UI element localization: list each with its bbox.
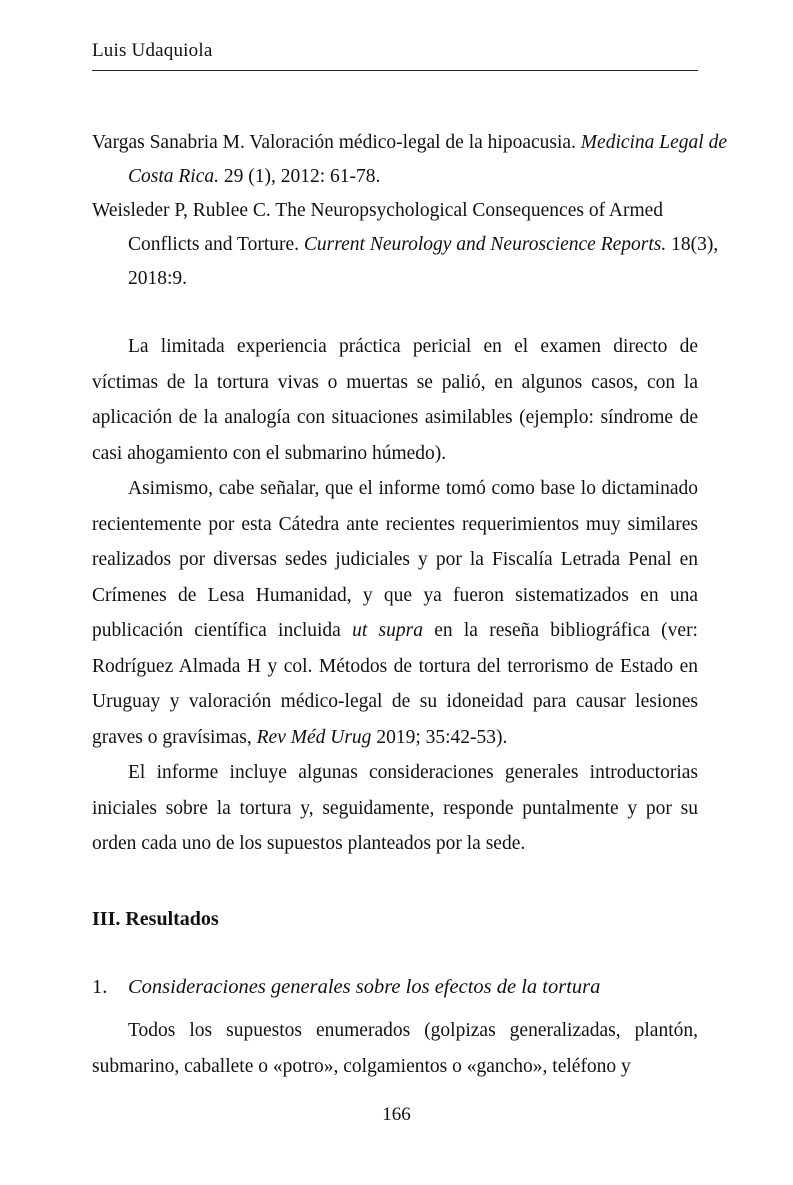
page-number: 166 xyxy=(382,1104,411,1125)
journal-title: Rev Méd Urug xyxy=(256,726,372,748)
reference-entry xyxy=(92,126,734,194)
section-heading: III. Resultados xyxy=(92,908,219,930)
subsection-heading xyxy=(92,976,698,999)
reference-text: Weisleder P, Rublee C. The Neuropsychological Consequences of Armed Conflicts and Torture. xyxy=(92,200,664,255)
paragraph-text: en la reseña bibliográfica (ver: Rodríguez Almada H y col. Métodos de tortura del terrorismo de Estado en Uruguay y valoración médico-legal de su idoneidad para causar lesiones graves o gravísimas, xyxy=(92,620,698,748)
subsection-title: Consideraciones generales sobre los efectos de la tortura xyxy=(128,976,601,998)
header-rule xyxy=(92,70,698,71)
latin-term: ut supra xyxy=(352,620,423,641)
paragraph xyxy=(92,471,698,755)
reference-text: Vargas Sanabria M. Valoración médico-legal de la hipoacusia. xyxy=(92,132,581,153)
paragraph: La limitada experiencia práctica pericial en el examen directo de víctimas de la tortura vivas o muertas se palió, en algunos casos, con la aplicación de la analogía con situaciones asimilables (ejemplo: síndrome de casi ahogamiento con el submarino húmedo). xyxy=(92,336,698,464)
reference-journal: Medicina Legal de Costa Rica. xyxy=(128,132,728,187)
body-text-continued xyxy=(92,1013,698,1084)
reference-citation: 18(3), 2018:9. xyxy=(128,234,719,289)
paragraph: Todos los supuestos enumerados (golpizas generalizadas, plantón, submarino, caballete o «potro», colgamientos o «gancho», teléfono y xyxy=(92,1020,698,1077)
paragraph-text: 2019; 35:42-53). xyxy=(371,726,508,748)
subsection-number: 1. xyxy=(92,976,108,998)
paragraph: El informe incluye algunas consideraciones generales introductorias iniciales sobre la tortura y, seguidamente, responde puntalmente y por su orden cada uno de los supuestos planteados por la sede. xyxy=(92,762,698,854)
paragraph-text: Asimismo, cabe señalar, que el informe tomó como base lo dictaminado recientemente por esta Cátedra ante recientes requerimientos muy similares realizados por diversas sedes judiciales y por la Fiscalía Letrada Penal en Crímenes de Lesa Humanidad, y que ya fueron sistematizados en una publicación científica incluida xyxy=(92,478,698,641)
running-head: Luis Udaquiola xyxy=(92,40,213,61)
body-text xyxy=(92,329,698,862)
reference-citation: 29 (1), 2012: 61-78. xyxy=(219,166,381,187)
reference-entry xyxy=(92,194,734,296)
reference-journal: Current Neurology and Neuroscience Reports. xyxy=(303,234,667,255)
